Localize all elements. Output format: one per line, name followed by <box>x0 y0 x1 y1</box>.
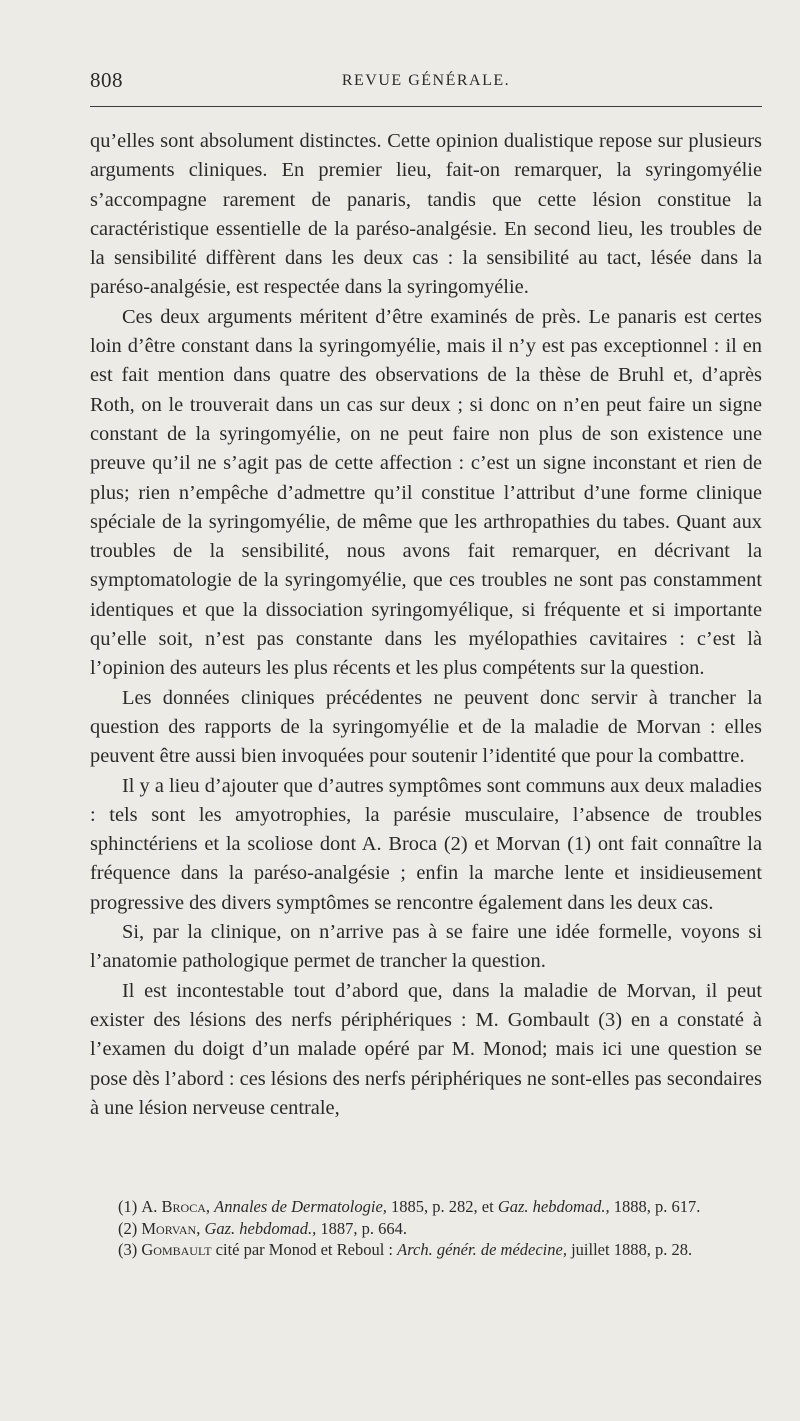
paragraph-5: Si, par la clinique, on n’arrive pas à se faire une idée formelle, voyons si l’anatomie pathologique permet de trancher la question. <box>90 921 762 973</box>
footnote-3-number: (3) <box>118 1240 138 1259</box>
footnote-2-end: 1887, p. 664. <box>320 1218 408 1238</box>
footnote-2-number: (2) <box>118 1218 138 1238</box>
footnote-2 <box>90 1218 762 1240</box>
footnote-3-author: Gombault <box>141 1240 212 1259</box>
header-rule <box>90 106 762 107</box>
paragraph-4: Il y a lieu d’ajouter que d’autres symptômes sont communs aux deux maladies : tels sont les amyotrophies, la parésie musculaire, l’absence de troubles sphinctériens et la scoliose dont A. Broca (2) et Morvan (1) ont fait connaître la fréquence dans la paréso-analgésie ; enfin la marche lente et insidieusement progressive des divers symptômes se rencontre également dans les deux cas. <box>90 774 762 914</box>
footnote-1 <box>90 1196 762 1218</box>
running-title: REVUE GÉNÉRALE. <box>341 72 511 89</box>
footnote-3-end: juillet 1888, p. 28. <box>571 1240 693 1259</box>
page-header <box>90 68 762 100</box>
footnotes <box>90 1196 762 1261</box>
footnote-2-author: Morvan, <box>141 1218 201 1238</box>
paragraph-3: Les données cliniques précédentes ne peuvent donc servir à trancher la question des rapports de la syringomyélie et de la maladie de Morvan : elles peuvent être aussi bien invoquées pour soutenir l’identité que pour la combattre. <box>90 686 762 768</box>
paragraph-2: Ces deux arguments méritent d’être examinés de près. Le panaris est certes loin d’être constant dans la syringomyélie, mais il n’y est pas exceptionnel : il en est fait mention dans quatre des observations de la thèse de Bruhl et, d’après Roth, on le trouverait dans un cas sur deux ; si donc on n’en peut faire un signe constant de la syringomyélie, on ne peut faire non plus de son existence une preuve qu’il ne s’agit pas de cette affection : c’est un signe inconstant et rien de plus; rien n’empêche d’admettre qu’il constitue l’attribut d’une forme clinique spéciale de la syringomyélie, de même que les arthropathies du tabes. Quant aux troubles de la sensibilité, nous avons fait remarquer, en décrivant la symptomatologie de la syringomyélie, que ces troubles ne sont pas constamment identiques et que la dissociation syringomyélique, si fréquente et si importante qu’elle soit, n’est pas constante dans les myélopathies cavitaires : c’est là l’opinion des auteurs les plus récents et les plus compétents sur la question. <box>90 305 762 680</box>
footnote-1-work: Annales de Dermatologie, <box>214 1197 387 1216</box>
footnote-1-end: 1888, p. 617. <box>613 1197 701 1216</box>
footnote-3-mid: cité par Monod et Reboul : <box>215 1240 393 1259</box>
footnote-3 <box>90 1239 762 1261</box>
footnote-1-author: A. Broca, <box>141 1197 211 1216</box>
footnote-1-number: (1) <box>118 1197 138 1216</box>
footnote-1-work2: Gaz. hebdomad., <box>497 1197 610 1216</box>
page-number: 808 <box>90 68 123 92</box>
footnote-1-mid: 1885, p. 282, et <box>391 1197 494 1216</box>
paragraph-6: Il est incontestable tout d’abord que, dans la maladie de Morvan, il peut exister des lésions des nerfs périphériques : M. Gombault (3) en a constaté à l’examen du doigt d’un malade opéré par M. Monod; mais ici une question se pose dès l’abord : ces lésions des nerfs périphériques ne sont-elles pas secondaires à une lésion nerveuse centrale, <box>90 979 762 1119</box>
footnote-3-work: Arch. génér. de médecine, <box>397 1240 567 1259</box>
footnote-2-work: Gaz. hebdomad., <box>204 1218 317 1238</box>
body-text <box>90 127 762 1123</box>
paragraph-1: qu’elles sont absolument distinctes. Cette opinion dualistique repose sur plusieurs arguments cliniques. En premier lieu, fait-on remarquer, la syringomyélie s’accompagne rarement de panaris, tandis que cette lésion constitue la caractéristique essentielle de la paréso-analgésie. En second lieu, les troubles de la sensibilité diffèrent dans les deux cas : la sensibilité au tact, lésée dans la paréso-analgésie, est respectée dans la syringomyélie. <box>90 130 762 299</box>
